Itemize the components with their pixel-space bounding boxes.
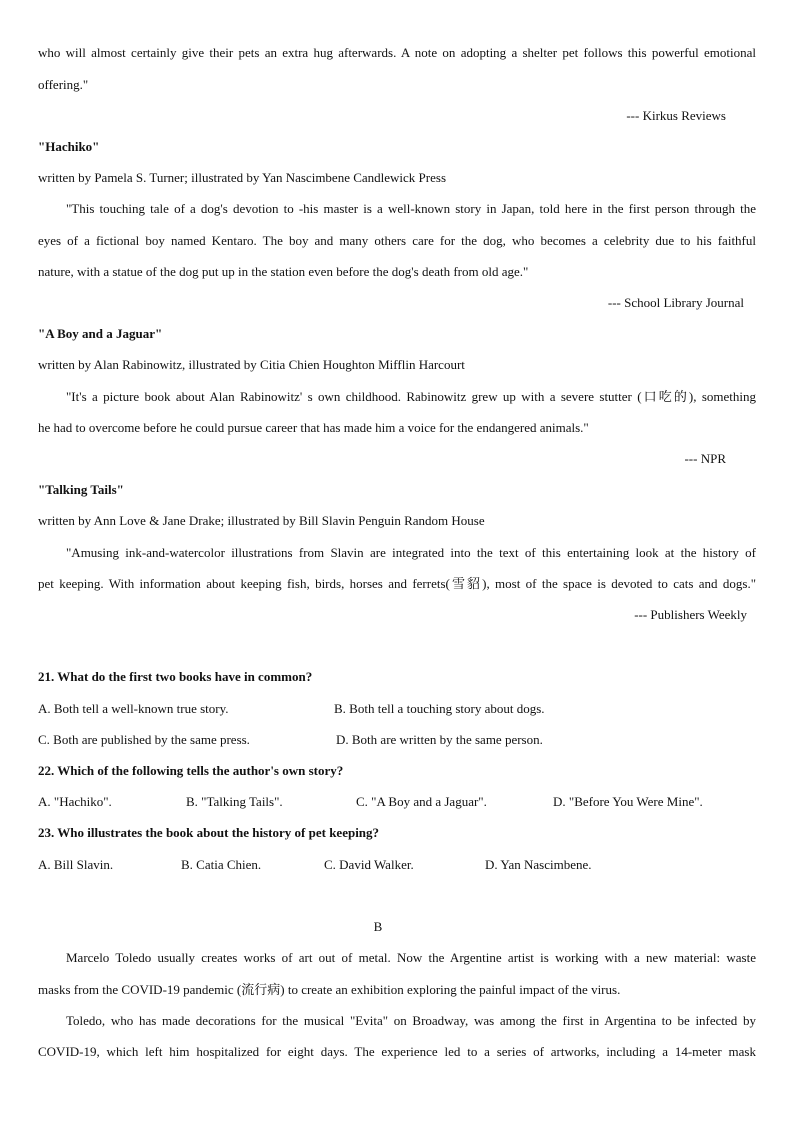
review-text-line: nature, with a statue of the dog put up in the station even before the dog's death from old age." (38, 264, 529, 279)
q23-option-c: C. David Walker. (324, 857, 414, 872)
q22-option-d: D. "Before You Were Mine". (553, 794, 703, 809)
review-source: --- School Library Journal (607, 295, 744, 310)
q23-option-b: B. Catia Chien. (181, 857, 262, 872)
passage-line: Marcelo Toledo usually creates works of art out of metal. Now the Argentine artist is working with a new material: waste (66, 950, 756, 965)
passage-line: Toledo, who has made decorations for the musical "Evita" on Broadway, was among the first in Argentina to be infected by (66, 1013, 756, 1028)
passage-line: COVID-19, which left him hospitalized for eight days. The experience led to a series of artworks, including a 14-meter mask (38, 1044, 756, 1059)
q22-option-c: C. "A Boy and a Jaguar". (356, 794, 487, 809)
review-text-line: "It's a picture book about Alan Rabinowitz' s own childhood. Rabinowitz grew up with a severe stutter (口吃的), something (66, 389, 756, 404)
q21-option-d: D. Both are written by the same person. (336, 732, 543, 747)
q23-option-a: A. Bill Slavin. (38, 857, 114, 872)
q21-option-b: B. Both tell a touching story about dogs. (334, 701, 545, 716)
section-heading: B (373, 919, 383, 934)
review-source: --- Kirkus Reviews (626, 108, 726, 123)
book-byline: written by Pamela S. Turner; illustrated by Yan Nascimbene Candlewick Press (38, 170, 447, 185)
passage-line: masks from the COVID-19 pandemic (流行病) to create an exhibition exploring the painful impact of the virus. (38, 982, 621, 997)
book-title: "A Boy and a Jaguar" (38, 326, 163, 341)
review-text-line: offering." (38, 77, 89, 92)
review-text-line: "Amusing ink-and-watercolor illustrations from Slavin are integrated into the text of this entertaining look at the history of (66, 545, 756, 560)
review-text-line: pet keeping. With information about keeping fish, birds, horses and ferrets(雪貂), most of the space is devoted to cats and dogs." (38, 576, 756, 591)
q23-option-d: D. Yan Nascimbene. (485, 857, 592, 872)
review-text-line: he had to overcome before he could pursue career that has made him a voice for the endangered animals." (38, 420, 589, 435)
review-source: --- NPR (684, 451, 726, 466)
q22-option-a: A. "Hachiko". (38, 794, 112, 809)
review-source: --- Publishers Weekly (634, 607, 747, 622)
question-22: 22. Which of the following tells the author's own story? (38, 763, 344, 778)
q21-option-c: C. Both are published by the same press. (38, 732, 250, 747)
review-text-line: eyes of a fictional boy named Kentaro. The boy and many others care for the dog, who becomes a celebrity due to his faithful (38, 233, 756, 248)
review-text-line: "This touching tale of a dog's devotion to -his master is a well-known story in Japan, told here in the first person through the (66, 201, 756, 216)
question-21: 21. What do the first two books have in common? (38, 669, 313, 684)
review-text-line: who will almost certainly give their pets an extra hug afterwards. A note on adopting a shelter pet follows this powerful emotional (38, 45, 756, 60)
book-title: "Hachiko" (38, 139, 100, 154)
book-byline: written by Ann Love & Jane Drake; illustrated by Bill Slavin Penguin Random House (38, 513, 485, 528)
question-23: 23. Who illustrates the book about the history of pet keeping? (38, 825, 380, 840)
q22-option-b: B. "Talking Tails". (186, 794, 283, 809)
q21-option-a: A. Both tell a well-known true story. (38, 701, 229, 716)
book-byline: written by Alan Rabinowitz, illustrated by Citia Chien Houghton Mifflin Harcourt (38, 357, 465, 372)
book-title: "Talking Tails" (38, 482, 124, 497)
